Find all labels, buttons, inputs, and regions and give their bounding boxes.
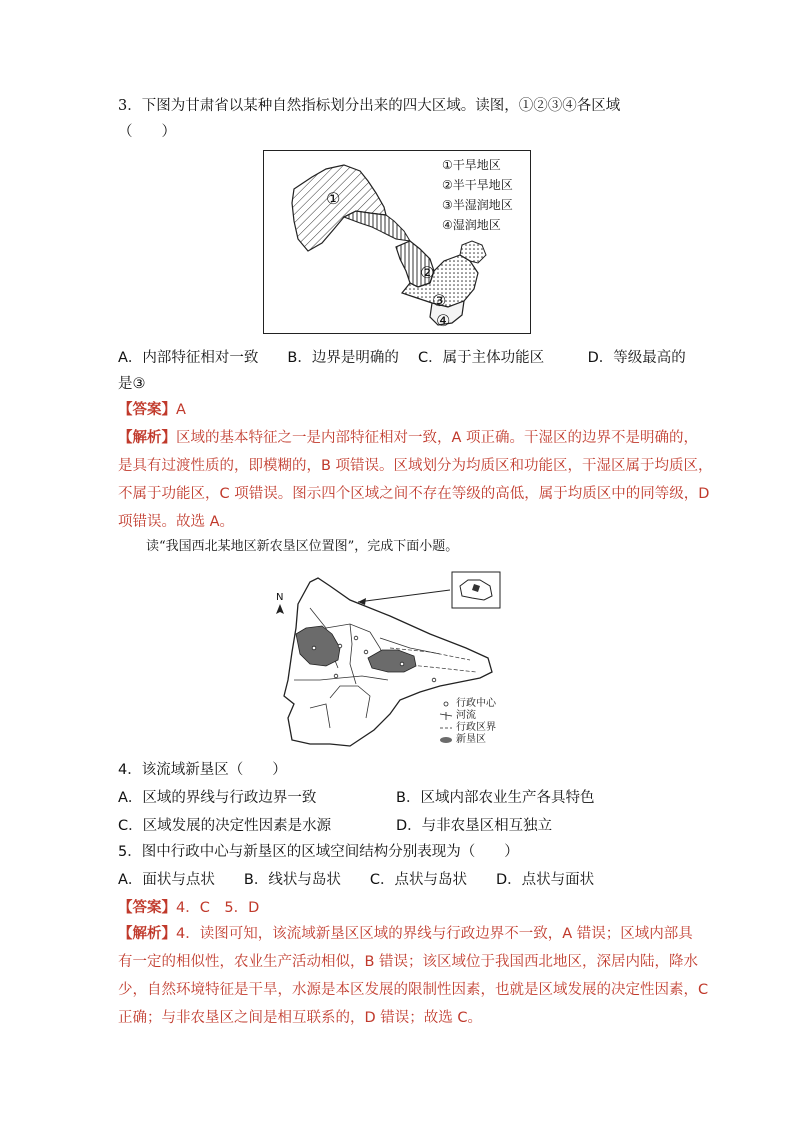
nw-farmland-map	[270, 568, 502, 748]
q3-blank: （ ）	[118, 124, 176, 140]
q3-stem: 3．下图为甘肃省以某种自然指标划分出来的四大区域。读图，①②③④各区域	[118, 98, 621, 114]
marker-3: ③	[432, 291, 447, 310]
q5-stem: 5．图中行政中心与新垦区的区域空间结构分别表现为（ ）	[118, 844, 519, 860]
region-1-arid	[292, 165, 386, 251]
q4-option-d: D．与非农垦区相互独立	[396, 818, 553, 834]
q4-option-b: B．区域内部农业生产各具特色	[396, 790, 595, 806]
region-transition	[344, 211, 410, 241]
q3-options-line2: 是③	[118, 376, 146, 392]
q3-answer	[118, 400, 186, 420]
legend-item-4: ④湿润地区	[442, 218, 501, 232]
q45-expl-line3: 少，自然环境特征是干旱，水源是本区发展的限制性因素，也就是区域发展的决定性因素，C	[118, 982, 709, 998]
q3-expl-line1: 【解析】区域的基本特征之一是内部特征相对一致，A 项正确。干湿区的边界不是明确的，	[118, 430, 699, 446]
q45-expl-line1: 【解析】4．读图可知，该流域新垦区区域的界线与行政边界不一致，A 错误；区域内部具	[118, 926, 693, 942]
legend-item-1: ①干旱地区	[442, 158, 501, 172]
q45-answer: 【答案】4．C 5．D	[118, 900, 260, 916]
q3-options-line1: A．内部特征相对一致 B．边界是明确的 C．属于主体功能区 D．等级最高的	[118, 350, 686, 366]
q45-expl-line2: 有一定的相似性，农业生产活动相似，B 错误；该区域位于我国西北地区，深居内陆，降水	[118, 954, 699, 970]
legend-admin-center: 行政中心	[456, 698, 496, 709]
legend-admin-boundary: 行政区界	[456, 722, 496, 733]
gansu-region-map	[263, 150, 531, 334]
q4-option-a: A．区域的界线与行政边界一致	[118, 790, 317, 806]
marker-1: ①	[326, 189, 341, 208]
answer-value: A	[176, 402, 186, 418]
legend-item-3: ③半湿润地区	[442, 198, 513, 212]
marker-4: ④	[436, 311, 451, 330]
north-arrow	[276, 604, 284, 614]
q45-expl-line4: 正确；与非农垦区之间是相互联系的，D 错误；故选 C。	[118, 1010, 483, 1026]
legend-new-farmland: 新垦区	[456, 734, 486, 745]
q3-expl-line2: 是具有过渡性质的，即模糊的，B 项错误。区域划分为均质区和功能区，干湿区属于均质区，	[118, 458, 713, 474]
intro-q4-5: 读“我国西北某地区新农垦区位置图”，完成下面小题。	[146, 539, 459, 554]
answer-tag: 【答案】	[118, 402, 176, 418]
q3-expl-line3: 不属于功能区，C 项错误。图示四个区域之间不存在等级的高低，属于均质区中的同等级，D	[118, 486, 710, 502]
q5-options: A．面状与点状 B．线状与岛状 C．点状与岛状 D．点状与面状	[118, 872, 595, 888]
marker-2: ②	[420, 263, 435, 282]
q4-stem: 4．该流域新垦区（ ）	[118, 762, 287, 778]
north-label: N	[276, 592, 284, 603]
q3-expl-line4: 项错误。故选 A。	[118, 514, 235, 530]
q4-option-c: C．区域发展的决定性因素是水源	[118, 818, 332, 834]
legend-river: 河流	[456, 710, 476, 721]
legend-item-2: ②半干旱地区	[442, 178, 513, 192]
expl-tag: 【解析】	[118, 430, 176, 446]
